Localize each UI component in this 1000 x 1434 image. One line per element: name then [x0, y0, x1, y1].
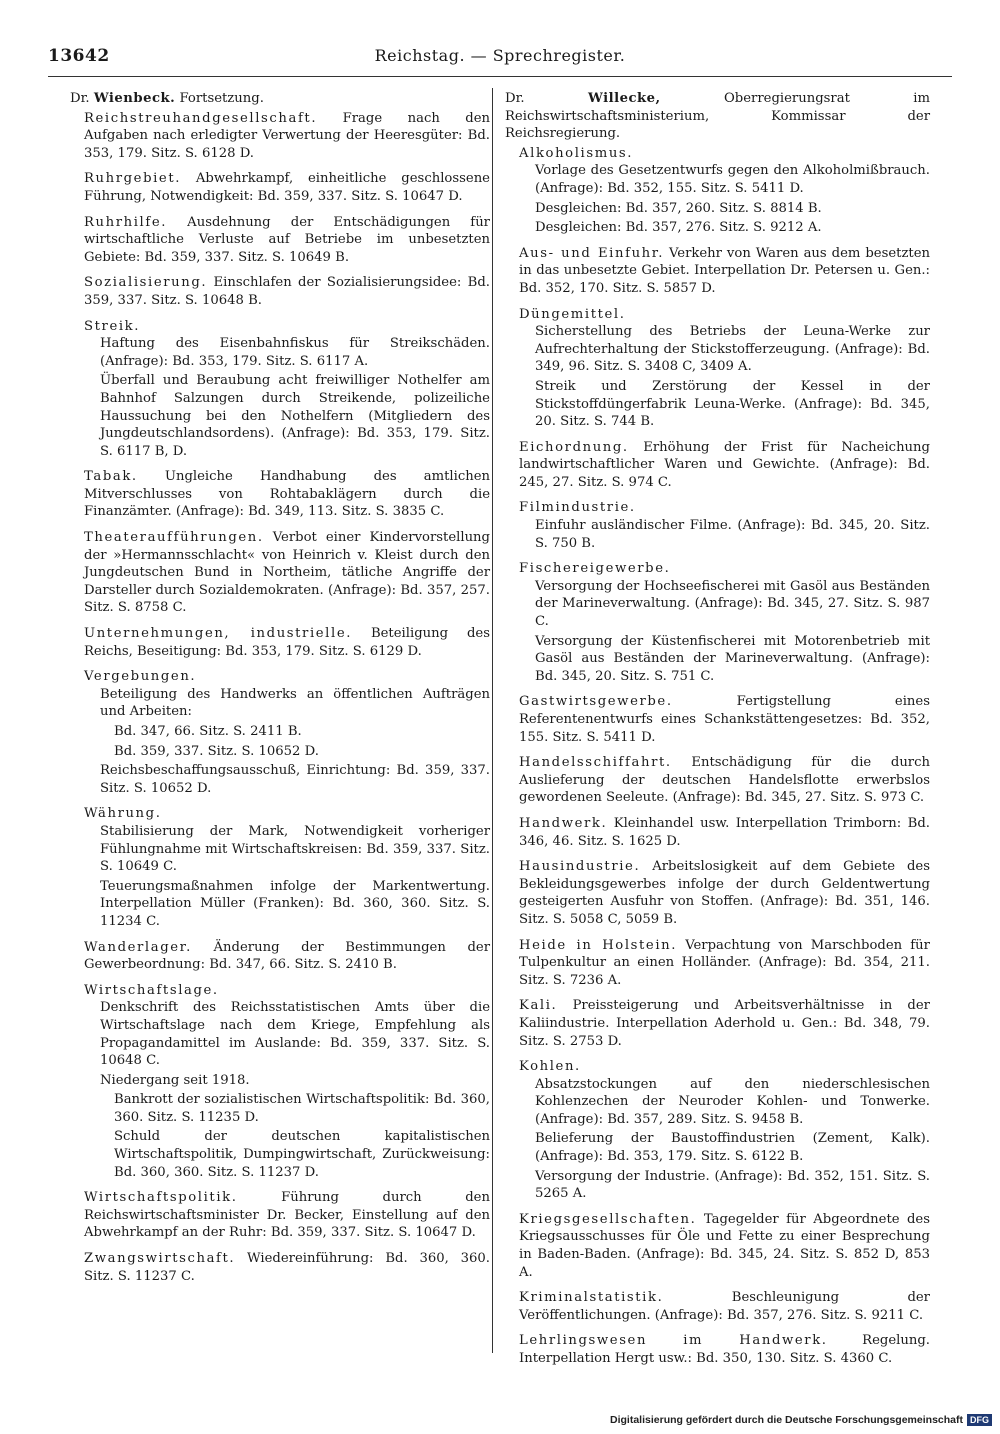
speaker-title: Dr. — [70, 91, 90, 106]
entry-keyword: Gastwirtsgewerbe. — [519, 694, 673, 710]
credit-text: Digitalisierung gefördert durch die Deutsche Forschungsgemeinschaft — [610, 1414, 963, 1426]
entry-keyword: Währung. — [84, 806, 162, 822]
index-entry-group — [519, 499, 930, 552]
sub-entry: Versorgung der Küstenfischerei mit Motorenbetrieb mit Gasöl aus Beständen der Marineverwaltung. (Anfrage): Bd. 345, 20. Sitz. S. 751 C. — [535, 633, 930, 684]
sub-sub-entry: Bd. 359, 337. Sitz. S. 10652 D. — [114, 743, 319, 759]
entry-keyword: Düngemittel. — [519, 306, 626, 322]
entry-keyword: Wirtschaftslage. — [84, 982, 219, 998]
right-column — [505, 90, 930, 1376]
entry-text: Preissteigerung und Arbeitsverhältnisse in der Kaliindustrie. Interpellation Aderhold u. Gen.: Bd. 348, 79. Sitz. S. 2753 D. — [519, 998, 930, 1049]
index-entry — [84, 214, 490, 267]
index-entry-group — [519, 560, 930, 685]
left-column — [70, 90, 490, 1293]
sub-entry: Streik und Zerstörung der Kessel in der Stickstoffdüngerfabrik Leuna-Werke. (Anfrage): Bd. 345, 20. Sitz. S. 744 B. — [535, 378, 930, 430]
entry-text: Fertigstellung eines Referentenentwurfs eines Schankstättengesetzes: Bd. 352, 155. Sitz. S. 5411 D. — [519, 694, 930, 745]
entry-keyword: Ruhrhilfe. — [84, 214, 168, 230]
sub-entry: Versorgung der Hochseefischerei mit Gasöl aus Beständen der Marineverwaltung. (Anfrage): Bd. 345, 27. Sitz. S. 987 C. — [535, 578, 930, 630]
index-entry — [84, 468, 490, 521]
digitization-credit — [610, 1414, 992, 1426]
index-entry — [519, 439, 930, 492]
entry-text: Kleinhandel usw. Interpellation Trimborn: Bd. 346, 46. Sitz. S. 1625 D. — [519, 815, 930, 849]
speaker-note: Fortsetzung. — [179, 91, 264, 106]
index-entry-group — [519, 145, 930, 237]
entry-keyword: Streik. — [84, 318, 141, 334]
sub-sub-entry: Schuld der deutschen kapitalistischen Wirtschaftspolitik, Dumpingwirtschaft, Zurückweisung: Bd. 360, 360. Sitz. S. 11237 D. — [114, 1129, 490, 1180]
entry-text: Regelung. Interpellation Hergt usw.: Bd. 350, 130. Sitz. S. 4360 C. — [519, 1333, 930, 1366]
index-entry-group — [84, 668, 490, 797]
entry-keyword: Hausindustrie. — [519, 859, 641, 875]
entry-keyword: Kriminalstatistik. — [519, 1290, 664, 1306]
index-entry — [84, 529, 490, 617]
entry-text: Beteiligung des Reichs, Beseitigung: Bd. 353, 179. Sitz. S. 6129 D. — [84, 626, 490, 659]
index-entry-group — [84, 805, 490, 930]
sub-sub-entry: Bankrott der sozialistischen Wirtschaftspolitik: Bd. 360, 360. Sitz. S. 11235 D. — [114, 1092, 490, 1125]
index-entry — [84, 625, 490, 660]
entry-keyword: Wirtschaftspolitik. — [84, 1190, 238, 1206]
index-entry — [84, 1250, 490, 1285]
entry-text: Führung durch den Reichswirtschaftsminister Dr. Becker, Einstellung auf den Abwehrkampf an der Ruhr: Bd. 359, 337. Sitz. S. 10647 D. — [84, 1190, 490, 1241]
running-title: Reichstag. — Sprechregister. — [374, 46, 626, 65]
index-entry — [519, 815, 930, 850]
running-head — [48, 46, 952, 72]
sub-entry: Haftung des Eisenbahnfiskus für Streikschäden. (Anfrage): Bd. 353, 179. Sitz. S. 6117 A. — [100, 336, 490, 369]
index-entry — [519, 1289, 930, 1324]
index-entry-group — [519, 1058, 930, 1203]
sub-entry: Versorgung der Industrie. (Anfrage): Bd. 352, 151. Sitz. S. 5265 A. — [535, 1168, 930, 1202]
entry-text: Erhöhung der Frist für Nacheichung landwirtschaftlicher Waren und Gewichte. (Anfrage): Bd. 245, 27. Sitz. S. 974 C. — [519, 439, 930, 490]
page-number: 13642 — [48, 46, 110, 66]
entry-keyword: Heide in Holstein. — [519, 937, 678, 953]
speaker-name: Wienbeck. — [93, 91, 176, 106]
sub-sub-entry: Bd. 347, 66. Sitz. S. 2411 B. — [114, 724, 302, 739]
entry-keyword: Sozialisierung. — [84, 275, 208, 291]
sub-entry: Stabilisierung der Mark, Notwendigkeit vorheriger Fühlungnahme mit Wirtschaftskreisen: Bd. 359, 337. Sitz. S. 10649 C. — [100, 823, 490, 875]
entry-keyword: Theateraufführungen. — [84, 530, 264, 546]
entry-keyword: Reichstreuhandgesellschaft. — [84, 110, 318, 126]
entry-keyword: Alkoholismus. — [519, 145, 634, 161]
entry-keyword: Filmindustrie. — [519, 500, 636, 516]
entry-text: Verkehr von Waren aus dem besetzten in das unbesetzte Gebiet. Interpellation Dr. Petersen u. Gen.: Bd. 352, 170. Sitz. S. 5857 D. — [519, 245, 930, 296]
index-entry-group — [84, 982, 490, 1182]
index-entry — [519, 245, 930, 298]
entry-keyword: Ruhrgebiet. — [84, 171, 182, 187]
entry-keyword: Lehrlingswesen im Handwerk. — [519, 1333, 828, 1349]
sub-entry: Absatzstockungen auf den niederschlesischen Kohlenzechen der Neuroder Kohlen- und Tonwerke. (Anfrage): Bd. 357, 289. Sitz. S. 9458 B. — [535, 1076, 930, 1127]
sub-entry: Denkschrift des Reichsstatistischen Amts über die Wirtschaftslage nach dem Kriege, Empfehlung als Propagandamittel im Auslande: Bd. 359, 337. Sitz. S. 10648 C. — [100, 1000, 490, 1069]
index-entry — [84, 170, 490, 205]
sub-entry: Reichsbeschaffungsausschuß, Einrichtung: Bd. 359, 337. Sitz. S. 10652 D. — [100, 763, 490, 796]
index-entry — [84, 274, 490, 309]
column-divider — [492, 88, 493, 1353]
entry-keyword: Wanderlager. — [84, 939, 192, 955]
sub-entry: Beteiligung des Handwerks an öffentlichen Aufträgen und Arbeiten: — [100, 686, 490, 720]
index-entry — [519, 937, 930, 990]
entry-text: Wiedereinführung: Bd. 360, 360. Sitz. S. 11237 C. — [84, 1251, 490, 1284]
speaker-heading — [505, 90, 930, 143]
sub-entry: Desgleichen: Bd. 357, 276. Sitz. S. 9212 A. — [535, 220, 822, 236]
entry-keyword: Eichordnung. — [519, 439, 629, 455]
index-entry-group — [84, 318, 490, 461]
entry-keyword: Handwerk. — [519, 815, 608, 831]
entry-text: Abwehrkampf, einheitliche geschlossene Führung, Notwendigkeit: Bd. 359, 337. Sitz. S. 10647 D. — [84, 171, 490, 204]
entry-keyword: Tabak. — [84, 469, 138, 485]
speaker-note: Oberregierungsrat im Reichswirtschaftsministerium, Kommissar der Reichsregierung. — [505, 91, 930, 142]
speaker-name: Willecke, — [587, 91, 661, 106]
entry-text: Einschlafen der Sozialisierungsidee: Bd. 359, 337. Sitz. S. 10648 B. — [84, 275, 490, 308]
entry-keyword: Fischereigewerbe. — [519, 561, 671, 577]
index-entry — [84, 110, 490, 163]
index-entry — [84, 1189, 490, 1242]
entry-text: Ausdehnung der Entschädigungen für wirtschaftliche Verluste auf Betriebe im unbesetzten Gebiete: Bd. 359, 337. Sitz. S. 10649 B. — [84, 214, 490, 265]
entry-text: Tagegelder für Abgeordnete des Kriegsausschusses für Öle und Fette zu einer Besprechung in Baden-Baden. (Anfrage): Bd. 345, 24. Sitz. S. 852 D, 853 A. — [519, 1211, 930, 1280]
index-entry — [84, 939, 490, 974]
index-entry — [519, 1332, 930, 1367]
index-entry-group — [519, 306, 930, 431]
dfg-logo: DFG — [967, 1414, 992, 1426]
sub-entry: Desgleichen: Bd. 357, 260. Sitz. S. 8814 B. — [535, 200, 822, 216]
index-entry — [519, 693, 930, 746]
sub-entry: Einfuhr ausländischer Filme. (Anfrage): Bd. 345, 20. Sitz. S. 750 B. — [535, 518, 930, 551]
sub-entry: Teuerungsmaßnahmen infolge der Markentwertung. Interpellation Müller (Franken): Bd. 360, 360. Sitz. S. 11234 C. — [100, 878, 490, 929]
speaker-heading — [70, 90, 490, 108]
index-entry — [519, 754, 930, 807]
header-rule — [48, 76, 952, 77]
entry-keyword: Kali. — [519, 998, 558, 1014]
entry-keyword: Vergebungen. — [84, 669, 197, 685]
entry-keyword: Kohlen. — [519, 1059, 581, 1075]
entry-text: Arbeitslosigkeit auf dem Gebiete des Bekleidungsgewerbes infolge der durch Geldentwertung gesteigerten Ausfuhr von Stoffen. (Anfrage): Bd. 351, 146. Sitz. S. 5058 C, 5059 B. — [519, 859, 930, 927]
sub-entry: Sicherstellung des Betriebs der Leuna-Werke zur Aufrechterhaltung der Stickstofferzeugung. (Anfrage): Bd. 349, 96. Sitz. S. 3408 C, 3409 A. — [535, 324, 930, 375]
index-entry — [519, 1211, 930, 1281]
entry-text: Beschleunigung der Veröffentlichungen. (Anfrage): Bd. 357, 276. Sitz. S. 9211 C. — [519, 1290, 930, 1323]
entry-text: Ungleiche Handhabung des amtlichen Mitverschlusses von Rohtabaklägern durch die Finanzämter. (Anfrage): Bd. 349, 113. Sitz. S. 3835 C. — [84, 469, 490, 520]
entry-keyword: Zwangswirtschaft. — [84, 1251, 236, 1267]
entry-text: Entschädigung für die durch Auslieferung der deutschen Handelsflotte erwerbslos gewordenen Seeleute. (Anfrage): Bd. 345, 27. Sitz. S. 973 C. — [519, 755, 930, 806]
speaker-title: Dr. — [505, 91, 525, 106]
entry-text: Änderung der Bestimmungen der Gewerbeordnung: Bd. 347, 66. Sitz. S. 2410 B. — [84, 939, 490, 973]
entry-text: Verpachtung von Marschboden für Tulpenkultur an einen Holländer. (Anfrage): Bd. 354, 211. Sitz. S. 7236 A. — [519, 937, 930, 988]
sub-entry: Überfall und Beraubung acht freiwilliger Nothelfer am Bahnhof Salzungen durch Streikende, polizeiliche Haussuchung bei den Nothelfern (Mitgliedern des Jungdeutschlandsordens). (Anfrage): Bd. 353, 179. Sitz. S. 6117 B, D. — [100, 373, 490, 459]
entry-keyword: Kriegsgesellschaften. — [519, 1211, 697, 1227]
entry-keyword: Handelsschiffahrt. — [519, 755, 672, 771]
entry-keyword: Unternehmungen, industrielle. — [84, 626, 353, 642]
sub-entry: Vorlage des Gesetzentwurfs gegen den Alkoholmißbrauch. (Anfrage): Bd. 352, 155. Sitz. S. 5411 D. — [535, 163, 930, 196]
index-entry — [519, 858, 930, 928]
index-entry — [519, 997, 930, 1050]
sub-entry: Niedergang seit 1918. — [100, 1072, 250, 1088]
entry-keyword: Aus- und Einfuhr. — [519, 245, 665, 261]
entry-text: Verbot einer Kindervorstellung der »Hermannsschlacht« von Heinrich v. Kleist durch den Jungdeutschen Bund in Northeim, tätliche Angriffe der Darsteller durch Sozialdemokraten. (Anfrage): Bd. 357, 257. Sitz. S. 8758 C. — [84, 530, 490, 616]
entry-text: Frage nach den Aufgaben nach erledigter Verwertung der Heeresgüter: Bd. 353, 179. Sitz. S. 6128 D. — [84, 110, 490, 161]
sub-entry: Belieferung der Baustoffindustrien (Zement, Kalk). (Anfrage): Bd. 353, 179. Sitz. S. 6122 B. — [535, 1131, 930, 1165]
